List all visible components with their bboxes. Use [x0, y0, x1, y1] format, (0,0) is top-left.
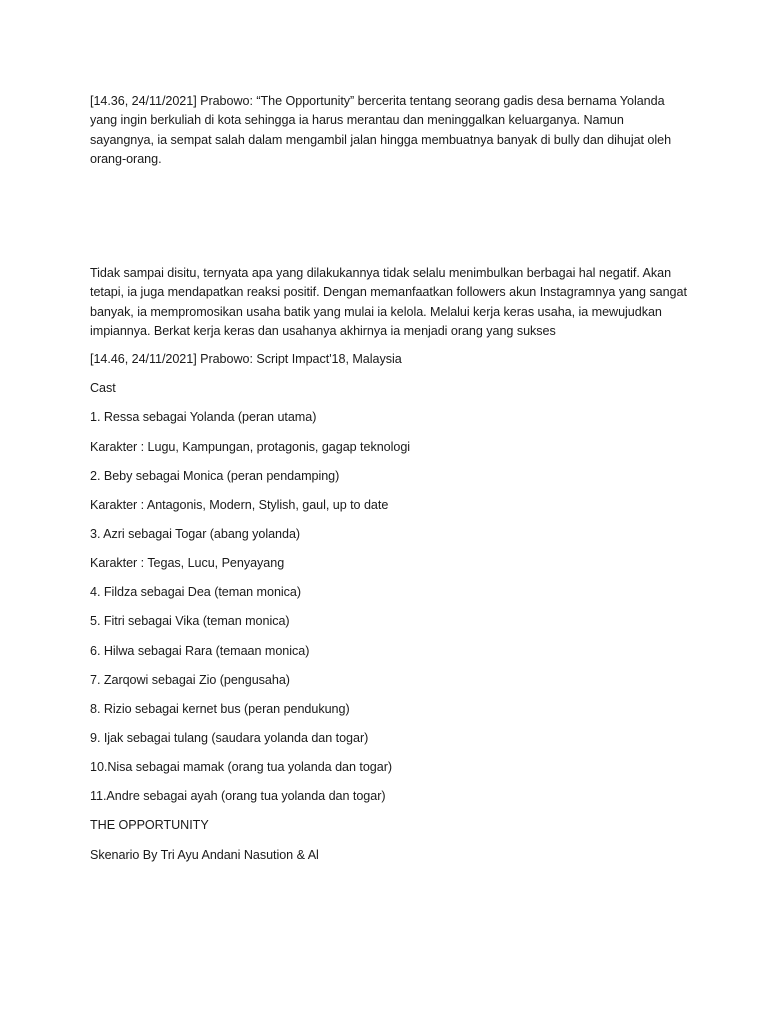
synopsis-paragraph-2: Tidak sampai disitu, ternyata apa yang dilakukannya tidak selalu menimbulkan berbagai hal negatif. Akan tetapi, ia juga mendapatkan reaksi positif. Dengan memanfaatkan followers akun Instagramnya yang sangat banyak, ia mempromosikan usaha batik yang mulai ia kelola. Melalui kerja keras usaha, ia mewujudkan impiannya. Berkat kerja keras dan usahanya akhirnya ia menjadi orang yang sukses	[90, 266, 687, 339]
cast-item: 8. Rizio sebagai kernet bus (peran pendukung)	[90, 702, 350, 716]
script-title: THE OPPORTUNITY	[90, 818, 209, 832]
cast-item: 2. Beby sebagai Monica (peran pendamping)	[90, 469, 340, 483]
cast-item: 3. Azri sebagai Togar (abang yolanda)	[90, 527, 301, 541]
script-header-line: [14.46, 24/11/2021] Prabowo: Script Impact'18, Malaysia	[90, 352, 402, 366]
cast-item: 6. Hilwa sebagai Rara (temaan monica)	[90, 644, 310, 658]
cast-heading: Cast	[90, 381, 116, 395]
cast-item: 11.Andre sebagai ayah (orang tua yolanda dan togar)	[90, 789, 386, 803]
cast-item: 9. Ijak sebagai tulang (saudara yolanda dan togar)	[90, 731, 369, 745]
cast-item: 4. Fildza sebagai Dea (teman monica)	[90, 585, 301, 599]
character-description: Karakter : Lugu, Kampungan, protagonis, gagap teknologi	[90, 440, 411, 454]
cast-item: 10.Nisa sebagai mamak (orang tua yolanda dan togar)	[90, 760, 392, 774]
cast-item: 7. Zarqowi sebagai Zio (pengusaha)	[90, 673, 290, 687]
character-description: Karakter : Tegas, Lucu, Penyayang	[90, 556, 285, 570]
cast-item: 1. Ressa sebagai Yolanda (peran utama)	[90, 410, 317, 424]
character-description: Karakter : Antagonis, Modern, Stylish, gaul, up to date	[90, 498, 389, 512]
script-credit: Skenario By Tri Ayu Andani Nasution & Al	[90, 848, 319, 862]
synopsis-paragraph-1: [14.36, 24/11/2021] Prabowo: “The Opportunity” bercerita tentang seorang gadis desa bernama Yolanda yang ingin berkuliah di kota sehingga ia harus merantau dan meninggalkan keluarganya. Namun sayangnya, ia sempat salah dalam mengambil jalan hingga membuatnya banyak di bully dan dihujat oleh orang-orang.	[90, 94, 672, 167]
cast-item: 5. Fitri sebagai Vika (teman monica)	[90, 614, 290, 628]
